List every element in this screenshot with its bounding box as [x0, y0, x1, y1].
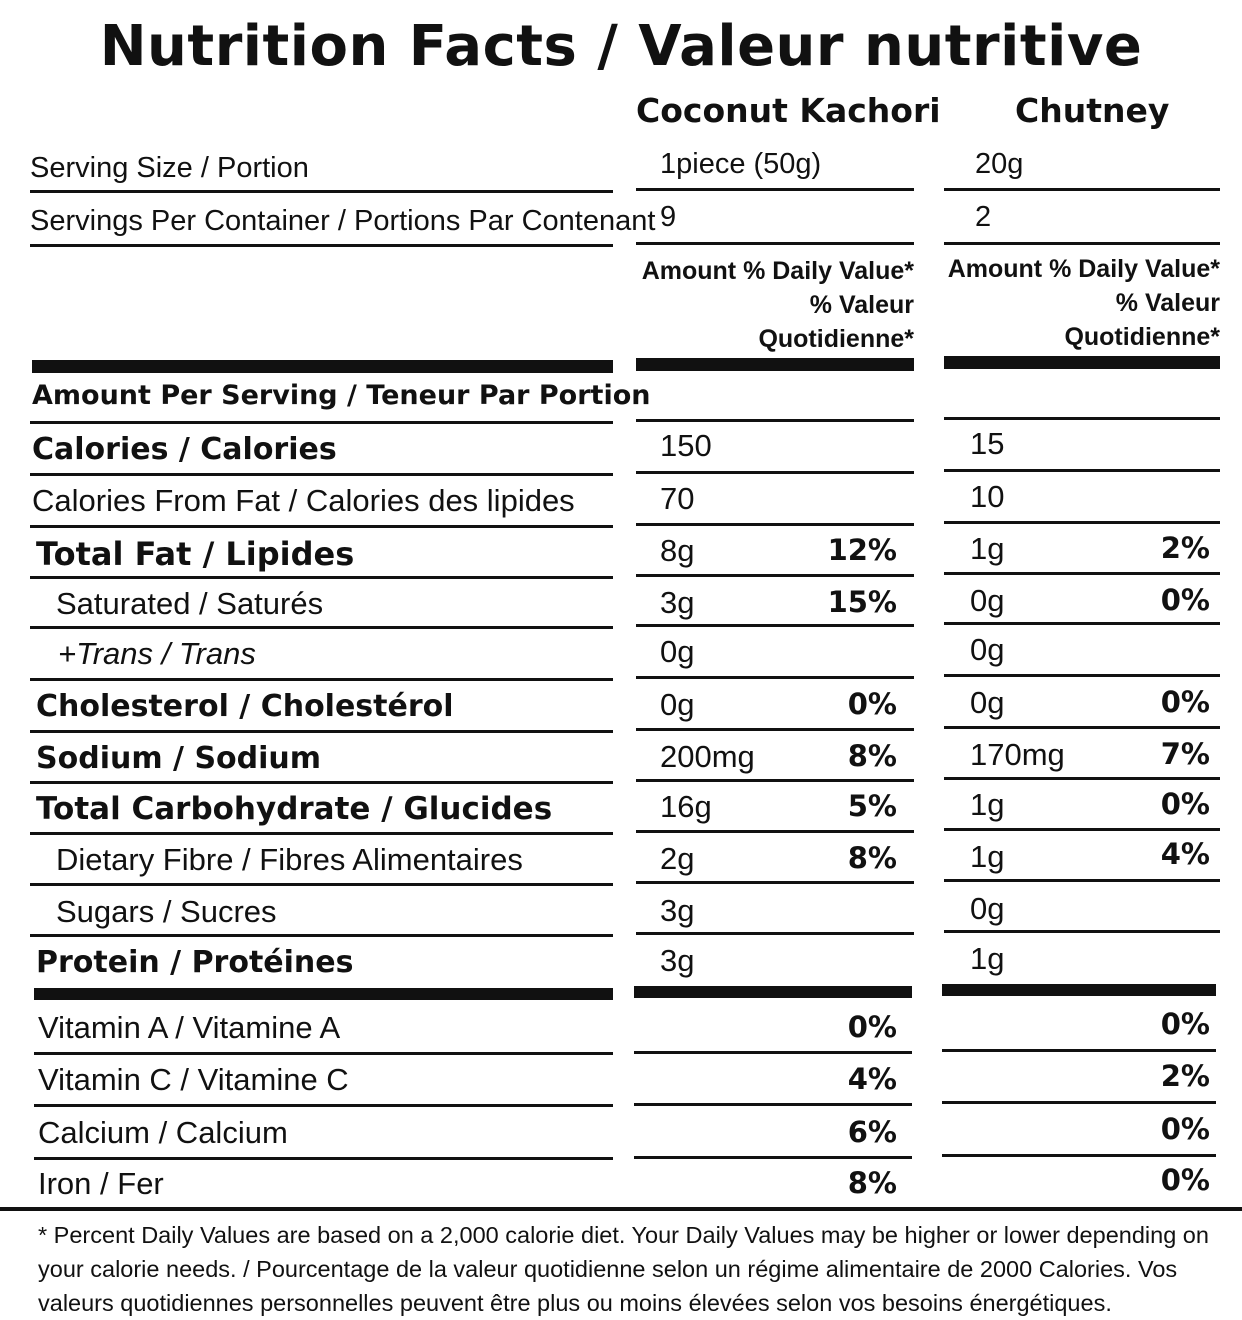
thick-divider	[634, 986, 912, 998]
thick-divider	[34, 988, 613, 1000]
divider	[636, 676, 914, 679]
nutrient-amount-c2: 0g	[970, 891, 1005, 926]
divider	[944, 521, 1220, 524]
servings-per-container-c2: 2	[975, 201, 992, 233]
nutrient-label: Total Carbohydrate / Glucides	[36, 791, 553, 827]
nutrient-dv-c2: 0%	[1160, 583, 1210, 617]
thick-divider	[636, 358, 914, 371]
column-header-coconut-kachori: Coconut Kachori	[636, 91, 941, 130]
serving-size-label: Serving Size / Portion	[30, 152, 309, 184]
nutrient-amount-c2: 1g	[970, 531, 1005, 566]
nutrient-dv-c1: 0%	[847, 687, 897, 721]
divider	[30, 190, 613, 193]
label-title: Nutrition Facts / Valeur nutritive	[99, 14, 1143, 79]
divider	[944, 879, 1220, 882]
divider	[634, 1051, 912, 1054]
thick-divider	[942, 984, 1216, 996]
divider	[944, 622, 1220, 625]
divider	[30, 883, 613, 886]
divider	[636, 523, 914, 526]
nutrient-amount-c1: 0g	[660, 687, 695, 722]
thick-divider	[944, 356, 1220, 369]
vitamin-dv-c2: 0%	[1160, 1163, 1210, 1197]
nutrient-amount-c2: 0g	[970, 632, 1005, 667]
nutrient-amount-c1: 3g	[660, 893, 695, 928]
daily-value-header-c1: Amount % Daily Value* % Valeur Quotidienne*	[641, 257, 914, 353]
divider	[636, 188, 914, 191]
nutrient-amount-c2: 10	[970, 479, 1005, 514]
servings-per-container-c1: 9	[660, 201, 677, 233]
nutrient-amount-c1: 8g	[660, 533, 695, 568]
nutrient-label: +Trans / Trans	[58, 636, 256, 671]
nutrient-label: Total Fat / Lipides	[36, 535, 355, 573]
nutrient-label: Sugars / Sucres	[56, 894, 277, 929]
divider	[944, 242, 1220, 245]
divider	[34, 1052, 613, 1055]
serving-size-c1: 1piece (50g)	[660, 148, 822, 180]
nutrient-amount-c1: 200mg	[660, 739, 755, 774]
divider	[636, 779, 914, 782]
nutrient-label: Cholesterol / Cholestérol	[36, 689, 454, 724]
daily-value-header-c2: Amount % Daily Value* % Valeur Quotidienne*	[947, 255, 1220, 351]
vitamin-dv-c1: 4%	[847, 1062, 897, 1096]
divider	[636, 728, 914, 731]
vitamin-label: Calcium / Calcium	[38, 1115, 288, 1150]
divider	[30, 421, 613, 424]
divider	[636, 242, 914, 245]
nutrient-dv-c1: 12%	[827, 533, 897, 567]
nutrient-amount-c2: 15	[970, 426, 1005, 461]
divider	[944, 572, 1220, 575]
vitamin-dv-c1: 0%	[847, 1010, 897, 1044]
nutrient-label: Dietary Fibre / Fibres Alimentaires	[56, 842, 523, 877]
nutrient-amount-c1: 0g	[660, 634, 695, 669]
nutrient-label: Calories / Calories	[32, 432, 337, 467]
nutrient-dv-c1: 8%	[847, 841, 897, 875]
divider	[942, 1049, 1216, 1052]
divider	[944, 417, 1220, 420]
nutrient-dv-c1: 5%	[847, 789, 897, 823]
divider	[34, 1104, 613, 1107]
divider	[30, 832, 613, 835]
divider	[944, 828, 1220, 831]
divider	[942, 1101, 1216, 1104]
nutrient-amount-c2: 0g	[970, 583, 1005, 618]
footnote: * Percent Daily Values are based on a 2,000 calorie diet. Your Daily Values may be higher or lower depending on your calorie needs. / Pourcentage de la valeur quotidienne selon un régime alimentaire de 2000 Calories. Vos valeurs quotidiennes personnelles peuvent être plus ou moins élevées selon vos besoins énergétiques.	[38, 1222, 1209, 1316]
nutrient-amount-c2: 170mg	[970, 737, 1065, 772]
nutrient-label: Sodium / Sodium	[36, 741, 322, 776]
nutrient-dv-c2: 0%	[1160, 787, 1210, 821]
divider	[636, 624, 914, 627]
nutrient-amount-c2: 1g	[970, 941, 1005, 976]
divider	[944, 188, 1220, 191]
nutrient-amount-c1: 3g	[660, 943, 695, 978]
serving-size-c2: 20g	[975, 148, 1024, 180]
thick-divider	[32, 360, 613, 373]
divider	[636, 419, 914, 422]
divider	[636, 574, 914, 577]
divider	[30, 244, 613, 247]
vitamin-label: Iron / Fer	[38, 1166, 164, 1201]
footnote-divider	[0, 1207, 1242, 1211]
nutrient-dv-c2: 0%	[1160, 685, 1210, 719]
vitamin-dv-c1: 6%	[847, 1115, 897, 1149]
divider	[30, 626, 613, 629]
nutrient-dv-c2: 4%	[1160, 837, 1210, 871]
divider	[636, 830, 914, 833]
divider	[34, 1157, 613, 1160]
amount-per-serving-label: Amount Per Serving / Teneur Par Portion	[32, 380, 651, 411]
divider	[30, 525, 613, 528]
nutrient-dv-c2: 2%	[1160, 531, 1210, 565]
divider	[944, 469, 1220, 472]
divider	[944, 777, 1220, 780]
nutrient-amount-c1: 2g	[660, 841, 695, 876]
column-header-chutney: Chutney	[1015, 91, 1170, 130]
divider	[944, 674, 1220, 677]
nutrient-label: Protein / Protéines	[36, 945, 354, 980]
nutrient-amount-c1: 70	[660, 481, 695, 516]
nutrient-amount-c2: 1g	[970, 839, 1005, 874]
divider	[30, 730, 613, 733]
divider	[30, 678, 613, 681]
divider	[30, 576, 613, 579]
nutrient-amount-c1: 3g	[660, 585, 695, 620]
divider	[942, 1154, 1216, 1157]
divider	[636, 471, 914, 474]
divider	[634, 1103, 912, 1106]
nutrient-label: Saturated / Saturés	[56, 586, 324, 621]
vitamin-dv-c2: 0%	[1160, 1007, 1210, 1041]
divider	[636, 932, 914, 935]
divider	[636, 881, 914, 884]
divider	[944, 726, 1220, 729]
divider	[944, 930, 1220, 933]
servings-per-container-label: Servings Per Container / Portions Par Contenant	[30, 205, 656, 237]
vitamin-label: Vitamin C / Vitamine C	[38, 1062, 349, 1097]
vitamin-dv-c2: 2%	[1160, 1059, 1210, 1093]
nutrient-amount-c2: 0g	[970, 685, 1005, 720]
nutrient-dv-c1: 8%	[847, 739, 897, 773]
vitamin-label: Vitamin A / Vitamine A	[38, 1010, 341, 1045]
nutrient-amount-c1: 150	[660, 428, 712, 463]
vitamin-dv-c2: 0%	[1160, 1112, 1210, 1146]
nutrient-label: Calories From Fat / Calories des lipides	[32, 483, 575, 518]
nutrient-dv-c1: 15%	[827, 585, 897, 619]
divider	[30, 473, 613, 476]
nutrient-amount-c1: 16g	[660, 789, 712, 824]
nutrient-dv-c2: 7%	[1160, 737, 1210, 771]
divider	[634, 1156, 912, 1159]
divider	[30, 781, 613, 784]
nutrient-amount-c2: 1g	[970, 787, 1005, 822]
vitamin-dv-c1: 8%	[847, 1166, 897, 1200]
divider	[30, 934, 613, 937]
